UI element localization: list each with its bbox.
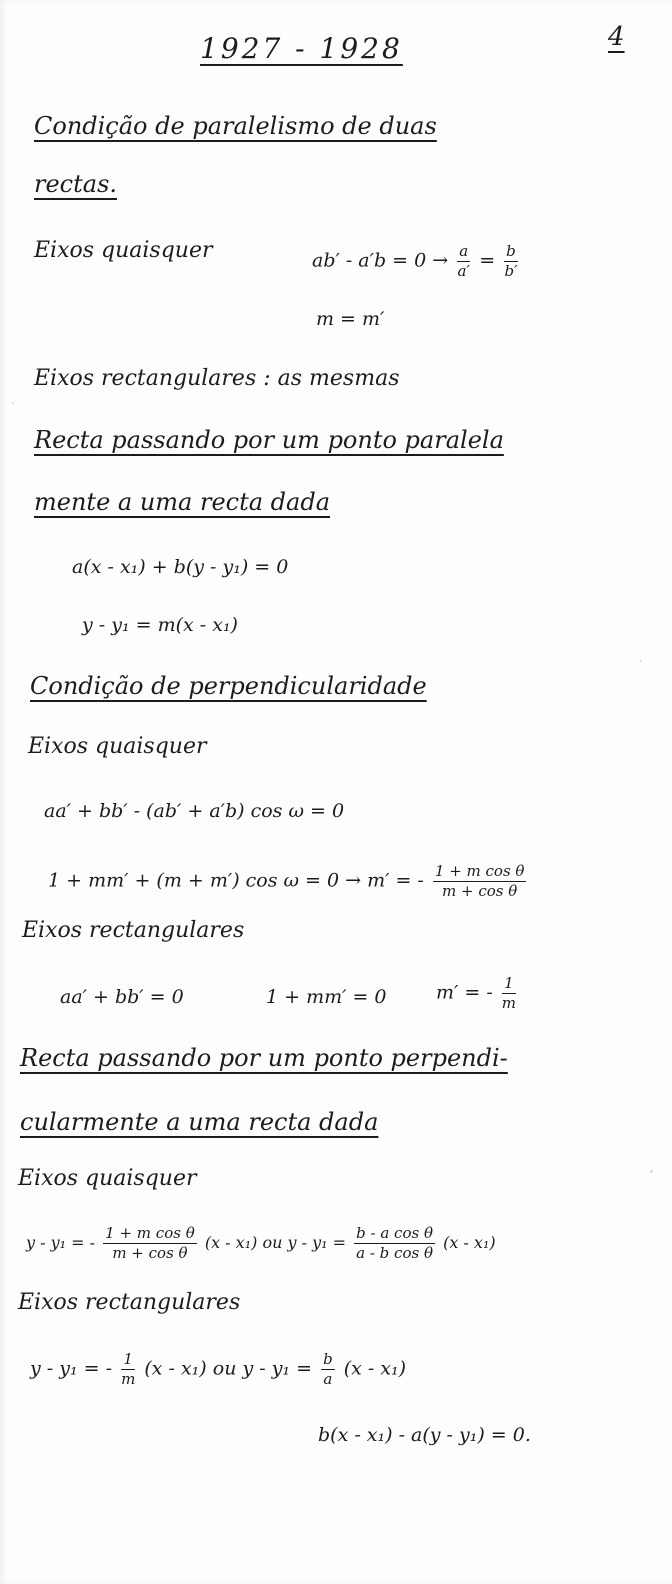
eq-part: m′ = - [436,981,493,1004]
fraction-numerator: b - a cos θ [356,1224,433,1242]
eq-part: 1 + mm′ + (m + m′) cos ω = 0 → m′ = - [48,869,424,892]
eq-part: (x - x₁) [443,1233,496,1252]
heading-perpendicularity: Condição de perpendicularidade [30,672,427,700]
fraction-denominator: m [121,1370,136,1388]
fraction-numerator: 1 + m cos θ [105,1224,195,1242]
heading-parallelism-cont: rectas. [34,170,118,198]
fraction-denominator: a′ [457,262,470,280]
fraction-numerator: b [323,1350,333,1368]
label-any-axes-3: Eixos quaisquer [18,1166,197,1191]
page-number: 4 [608,22,625,52]
equation-perp-general: aa′ + bb′ - (ab′ + a′b) cos ω = 0 [44,800,345,822]
eq-part: (x - x₁) ou y - y₁ = [144,1357,313,1380]
fraction-denominator: m + cos θ [112,1244,188,1262]
label-any-axes: Eixos quaisquer [34,238,213,263]
eq-part: y - y₁ = - [26,1233,96,1252]
heading-parallelism: Condição de paralelismo de duas [34,112,437,140]
fraction [433,864,527,899]
equation-perp-line-any [26,1226,496,1261]
heading-parallel-line: Recta passando por um ponto paralela [34,426,504,454]
equation-rect-perp-3 [436,976,519,1011]
equation-perp-line-rect [30,1352,406,1387]
fraction-numerator: b [506,242,516,260]
fraction-numerator: 1 + m cos θ [434,862,525,880]
fraction-numerator: a [459,242,469,260]
year-header: 1927 - 1928 [200,32,403,65]
heading-perp-line: Recta passando por um ponto perpendi- [20,1044,508,1072]
eq-sep: = [479,249,496,272]
eq-part: (x - x₁) [343,1357,407,1380]
paper-speck [640,660,642,662]
fraction [121,1352,135,1387]
eq-part: (x - x₁) ou y - y₁ = [204,1233,347,1252]
fraction-numerator: 1 [504,974,514,992]
label-rect-axes-2: Eixos rectangulares [18,1290,241,1315]
fraction [103,1226,197,1261]
equation-parallel-general: a(x - x₁) + b(y - y₁) = 0 [72,556,289,578]
equation-m-equal: m = m′ [316,308,385,330]
fraction-denominator: m [501,994,517,1012]
fraction-denominator: a - b cos θ [356,1244,433,1262]
fraction [321,1352,335,1387]
equation-perp-general-form: b(x - x₁) - a(y - y₁) = 0. [318,1424,531,1446]
fraction-denominator: b′ [504,262,518,280]
fraction-denominator: m + cos θ [442,882,518,900]
equation-perp-slope [48,864,529,899]
eq-part: ab′ - a′b = 0 → [312,249,449,272]
heading-perp-line-cont: cularmente a uma recta dada [20,1108,379,1136]
rect-axes-same: Eixos rectangulares : as mesmas [34,366,400,391]
fraction [502,976,516,1011]
fraction-denominator: a [323,1370,333,1388]
equation-rect-perp-2: 1 + mm′ = 0 [266,986,387,1008]
equation-parallel-slope: y - y₁ = m(x - x₁) [82,614,238,636]
heading-parallel-line-cont: mente a uma recta dada [34,488,331,516]
fraction [354,1226,435,1261]
label-any-axes-2: Eixos quaisquer [28,734,207,759]
fraction [504,244,518,279]
paper-speck [650,1170,653,1173]
eq-part: y - y₁ = - [30,1357,113,1380]
paper-speck [12,402,14,404]
equation-parallel-condition [312,244,521,279]
equation-rect-perp-1: aa′ + bb′ = 0 [60,986,184,1008]
fraction [457,244,470,279]
fraction-numerator: 1 [123,1350,133,1368]
label-rect-axes: Eixos rectangulares [22,918,245,943]
